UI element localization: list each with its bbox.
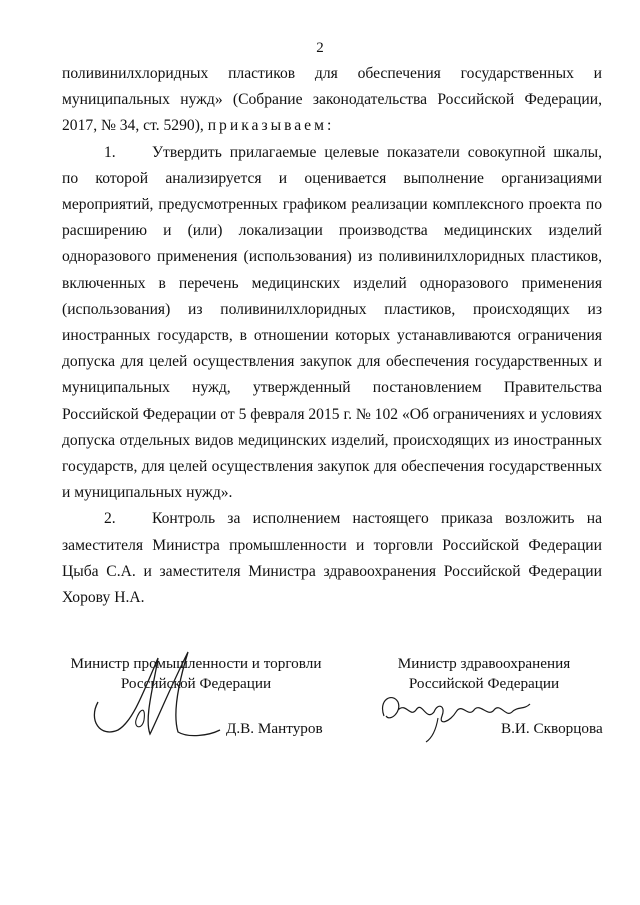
item-1-number: 1. xyxy=(104,143,116,161)
signer-left-name: Д.В. Мантуров xyxy=(226,720,323,737)
item-2-number: 2. xyxy=(104,510,116,528)
signer-left-title-line2: Российской Федерации xyxy=(120,675,272,692)
signer-right-title-line2: Российской Федерации xyxy=(408,675,560,692)
handwritten-signature-left xyxy=(84,636,224,748)
intro-paragraph xyxy=(62,61,602,140)
item-2-paragraph xyxy=(62,506,602,611)
item-1-text: Утвердить прилагаемые целевые показатели совокупной шкалы, по которой анализируется и оценивается выполнение организациями мероприятий, предусмотренных графиком реализации комплексного проекта по расширению и (или) локализации производства медицинских изделий одноразового применения (использования) из поливинилхлоридных пластиков, включенных в перечень медицинских изделий одноразового применения (использования) из поливинилхлоридных пластиков, происходящих из иностранных государств, в отношении которых устанавливаются ограничения допуска для целей осуществления закупок для обеспечения государственных и муниципальных нужд, утвержденный постановлением Правительства Российской Федерации от 5 февраля 2015 г. № 102 «Об ограничениях и условиях допуска отдельных видов медицинских изделий, происходящих из иностранных государств, для целей осуществления закупок для обеспечения государственных и муниципальных нужд». xyxy=(62,143,603,502)
document-body xyxy=(62,61,602,611)
signer-left-title-line1: Министр промышленности и торговли xyxy=(70,655,322,672)
signer-right-name: В.И. Скворцова xyxy=(501,720,603,737)
signer-right-title-line1: Министр здравоохранения xyxy=(397,655,571,672)
item-1-paragraph xyxy=(62,140,602,507)
item-2-text: Контроль за исполнением настоящего приказа возложить на заместителя Министра промышленности и торговли Российской Федерации Цыба С.А. и заместителя Министра здравоохранения Российской Федерации Хорову Н.А. xyxy=(62,510,602,607)
page-number: 2 xyxy=(316,40,324,56)
order-keyword: приказываем: xyxy=(207,117,335,135)
intro-text: поливинилхлоридных пластиков для обеспечения государственных и муниципальных нужд» (Собрание законодательства Российской Федерации, 2017, № 34, ст. 5290), xyxy=(62,65,602,135)
